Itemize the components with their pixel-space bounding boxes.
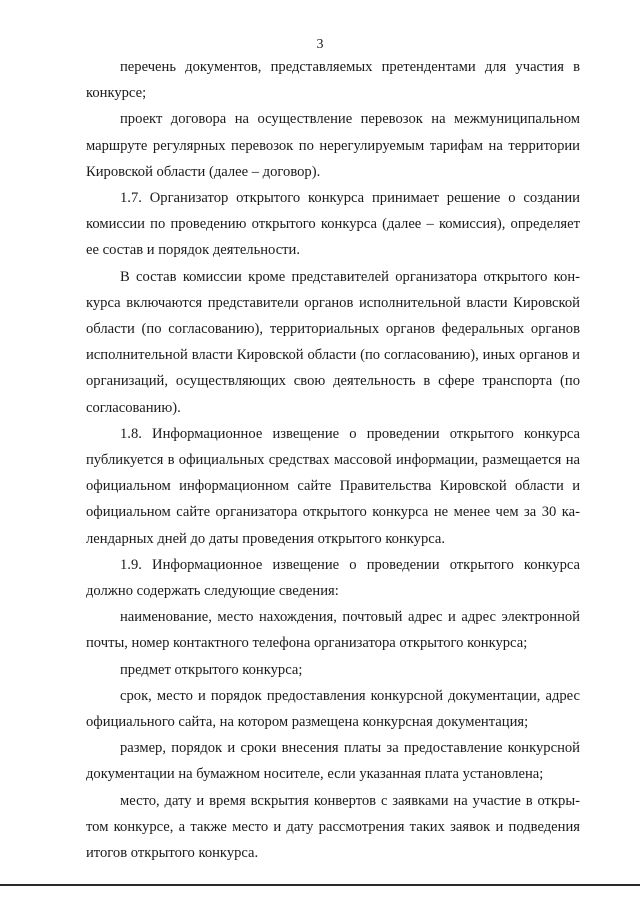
- paragraph-envelope-opening: место, дату и время вскрытия конвертов с заявками на участие в откры-том конкурсе, а также место и дату рассмотрения таких заявок и подведения итогов открытого конкурса.: [86, 792, 580, 862]
- paragraph-1-9: 1.9. Информационное извещение о проведении открытого конкурса должно содержать следующие сведения:: [86, 556, 580, 600]
- page-number: 3: [316, 37, 324, 52]
- paragraph-documentation-terms: срок, место и порядок предоставления конкурсной документации, адрес официального сайта, на котором размещена конкурсная документация;: [86, 687, 580, 731]
- paragraph-draft-contract: проект договора на осуществление перевозок на межмуниципальном маршруте регулярных перевозок по нерегулируемым тарифам на территории Кировской области (далее – договор).: [86, 111, 580, 180]
- bottom-rule: [0, 884, 640, 886]
- document-body: [86, 54, 580, 866]
- paragraph-1-7: 1.7. Организатор открытого конкурса принимает решение о создании комиссии по проведению открытого конкурса (далее – комиссия), определяет ее состав и порядок деятельности.: [86, 190, 580, 259]
- paragraph-documents-list: перечень документов, представляемых претендентами для участия в конкурсе;: [86, 59, 580, 102]
- paragraph-contest-subject: предмет открытого конкурса;: [120, 661, 303, 678]
- paragraph-fee: размер, порядок и сроки внесения платы за предоставление конкурсной документации на бумажном носителе, если указанная плата установлена;: [86, 740, 580, 783]
- paragraph-1-8: 1.8. Информационное извещение о проведении открытого конкурса публикуется в официальных средствах массовой информации, размещается на официальном информационном сайте Правительства Кировской области и официальном сайте организатора открытого конкурса не менее чем за 30 ка-лендарных дней до даты проведения открытого конкурса.: [86, 425, 580, 547]
- paragraph-commission-composition: В состав комиссии кроме представителей организатора открытого кон-курса включаются представители органов исполнительной власти Кировской области (по согласованию), территориальных органов федеральных органов исполнительной власти Кировской области (по согласованию), иных органов и организаций, осуществляющих свою деятельность в сфере транспорта (по согласованию).: [86, 268, 580, 416]
- paragraph-organizer-details: наименование, место нахождения, почтовый адрес и адрес электронной почты, номер контактного телефона организатора открытого конкурса;: [86, 609, 580, 652]
